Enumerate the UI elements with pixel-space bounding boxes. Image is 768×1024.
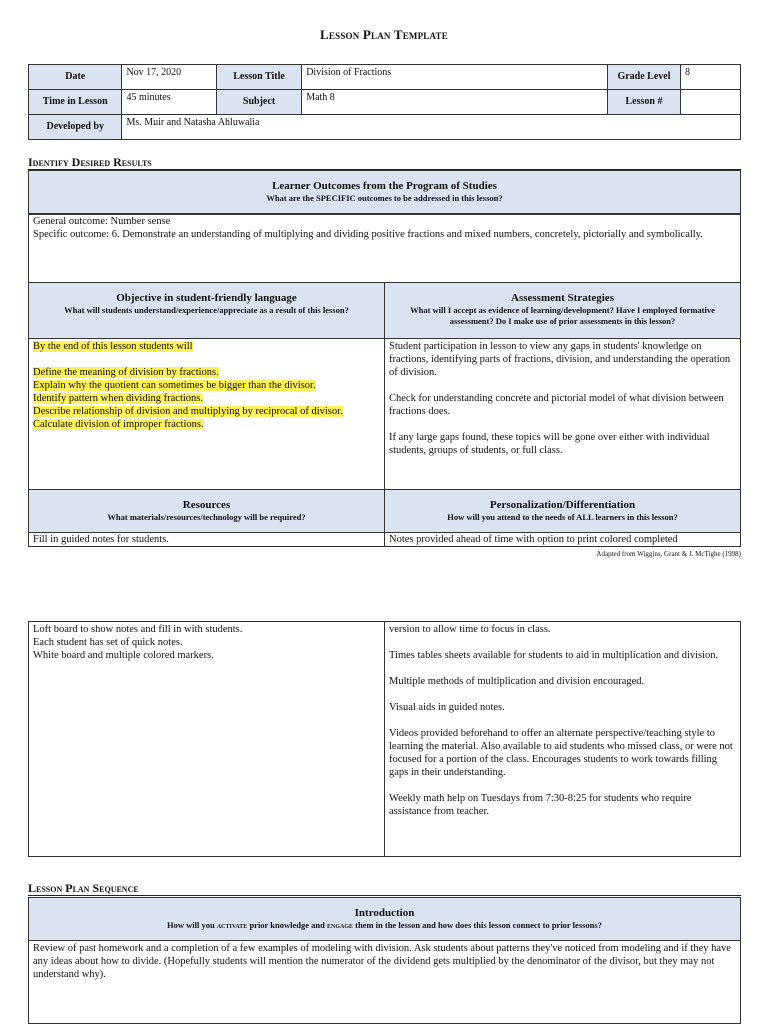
- resource-item: White board and multiple colored markers.: [33, 650, 214, 661]
- resources-title: Resources: [182, 499, 231, 511]
- developed-by-label: Developed by: [29, 115, 122, 140]
- personalization-first-row: Notes provided ahead of time with option to print colored completed: [384, 532, 741, 547]
- objective-intro: By the end of this lesson students will: [33, 341, 193, 352]
- desired-results-heading: Identify Desired Results: [28, 156, 741, 170]
- objective-header: [28, 282, 385, 339]
- personalization-paragraph: Times tables sheets available for students to aid in multiplication and division.: [389, 650, 719, 661]
- credit-note: Adapted from Wiggins, Grant & J. McTighe (1998): [596, 550, 741, 558]
- lesson-info-table: [28, 64, 741, 140]
- time-value: 45 minutes: [122, 90, 216, 115]
- resources-continued: [28, 621, 385, 857]
- grade-level-value: 8: [681, 65, 741, 90]
- objective-item: Define the meaning of division by fractions.: [33, 367, 219, 378]
- objective-item: Explain why the quotient can sometimes be bigger than the divisor.: [33, 380, 316, 391]
- lesson-title-value: Division of Fractions: [302, 65, 608, 90]
- personalization-paragraph: Visual aids in guided notes.: [389, 702, 505, 713]
- outcomes-title: Learner Outcomes from the Program of Studies: [272, 180, 497, 192]
- introduction-body: Review of past homework and a completion of a few examples of modeling with division. Ask students about patterns they've noticed from modeling and if they have any ideas about how to divide. (Hopefully students will mention the numerator of the dividend gets multiplied by the denominator of the divisor, but they may not understand why).: [28, 940, 741, 1024]
- personalization-paragraph: version to allow time to focus in class.: [389, 624, 551, 635]
- outcomes-body: [28, 213, 741, 285]
- assessment-title: Assessment Strategies: [511, 292, 614, 304]
- objective-item: Describe relationship of division and multiplying by reciprocal of divisor.: [33, 406, 343, 417]
- date-value: Nov 17, 2020: [122, 65, 216, 90]
- page-title: Lesson Plan Template: [320, 27, 448, 42]
- resources-first-row: Fill in guided notes for students.: [28, 532, 385, 547]
- outcomes-header: [28, 170, 741, 215]
- personalization-paragraph: Videos provided beforehand to offer an alternate perspective/teaching style to learning the material. Also available to aid students who missed class, or were not focused for a portion of the class. Encourages students to work towards filling gaps in their understanding.: [389, 728, 733, 778]
- resources-header: [28, 489, 385, 533]
- assessment-paragraph: If any large gaps found, these topics will be gone over either with individual students, groups of students, or full class.: [389, 432, 710, 456]
- resource-item: Each student has set of quick notes.: [33, 637, 183, 648]
- personalization-title: Personalization/Differentiation: [489, 499, 636, 511]
- personalization-subtitle: How will you attend to the needs of ALL learners in this lesson?: [447, 512, 678, 522]
- sequence-heading: Lesson Plan Sequence: [28, 882, 741, 896]
- assessment-subtitle: What will I accept as evidence of learning/development? Have I employed formative assessment? Do I make use of prior assessments in this lesson?: [410, 305, 715, 326]
- developed-by-value: Ms. Muir and Natasha Ahluwalia: [122, 115, 741, 140]
- outcomes-subtitle: What are the SPECIFIC outcomes to be addressed in this lesson?: [266, 193, 503, 203]
- objective-title: Objective in student-friendly language: [116, 292, 297, 304]
- assessment-paragraph: Check for understanding concrete and pictorial model of what division between fractions does.: [389, 393, 724, 417]
- assessment-header: [384, 282, 741, 339]
- lesson-title-label: Lesson Title: [216, 65, 301, 90]
- subject-value: Math 8: [302, 90, 608, 115]
- personalization-header: [384, 489, 741, 533]
- objective-subtitle: What will students understand/experience/appreciate as a result of this lesson?: [64, 305, 349, 315]
- lesson-number-label: Lesson #: [607, 90, 680, 115]
- resources-subtitle: What materials/resources/technology will be required?: [107, 512, 306, 522]
- introduction-title: Introduction: [354, 907, 415, 919]
- lesson-number-value: [681, 90, 741, 115]
- date-label: Date: [29, 65, 122, 90]
- time-label: Time in Lesson: [29, 90, 122, 115]
- personalization-continued: [384, 621, 741, 857]
- objective-item: Calculate division of improper fractions.: [33, 419, 204, 430]
- general-outcome: General outcome: Number sense: [33, 216, 171, 227]
- grade-level-label: Grade Level: [607, 65, 680, 90]
- subject-label: Subject: [216, 90, 301, 115]
- personalization-paragraph: Multiple methods of multiplication and division encouraged.: [389, 676, 645, 687]
- personalization-paragraph: Weekly math help on Tuesdays from 7:30-8:25 for students who require assistance from teacher.: [389, 793, 692, 817]
- introduction-subtitle: How will you activate prior knowledge and engage them in the lesson and how does this lesson connect to prior lessons?: [167, 920, 602, 930]
- resource-item: Loft board to show notes and fill in with students.: [33, 624, 243, 635]
- objective-body: [28, 338, 385, 492]
- objective-item: Identify pattern when dividing fractions.: [33, 393, 203, 404]
- assessment-paragraph: Student participation in lesson to view any gaps in students' knowledge on fractions, identifying parts of fractions, division, and understanding the operation of division.: [389, 341, 731, 378]
- introduction-header: [28, 897, 741, 941]
- assessment-body: [384, 338, 741, 492]
- specific-outcome: Specific outcome: 6. Demonstrate an understanding of multiplying and dividing positive fractions and mixed numbers, concretely, pictorially and symbolically.: [33, 229, 703, 240]
